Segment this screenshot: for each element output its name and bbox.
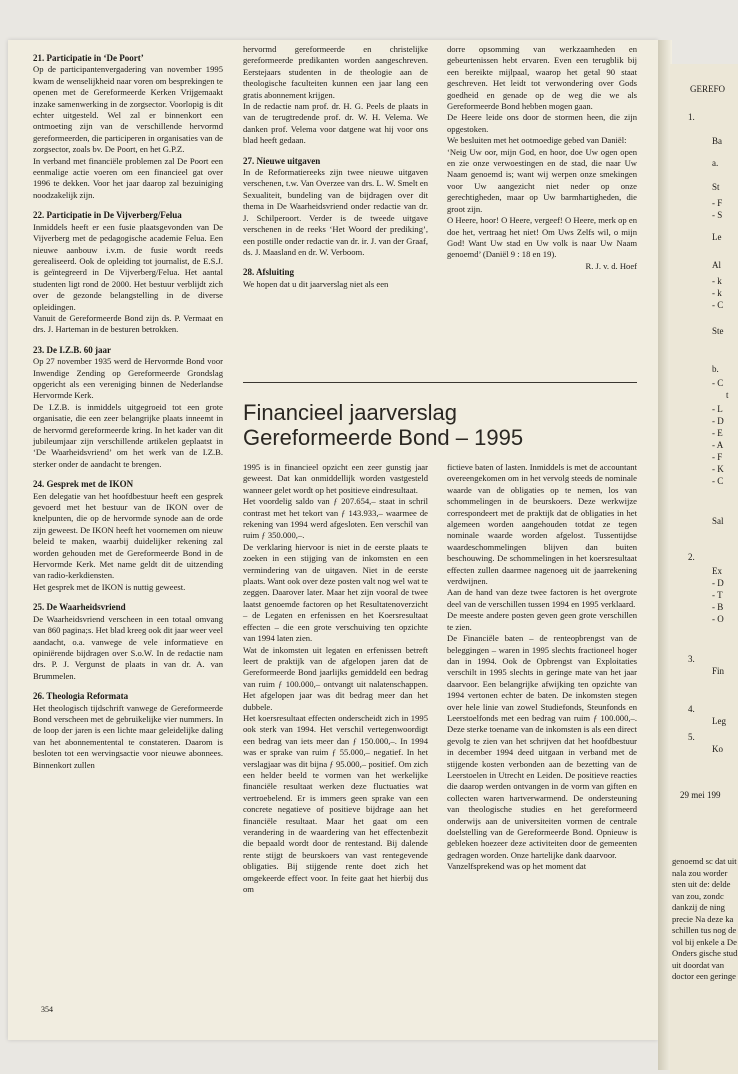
financial-column-2 <box>447 462 637 873</box>
right-page-fragment: - C <box>712 300 724 310</box>
paragraph: Het koersresultaat effecten onderscheidt zich in 1995 ook sterk van 1994. Het verschil vertegenwoordigt een bedrag van iets meer dan ƒ 150.000,–. In 1994 was er sprake van ruim ƒ 55.000,– negatief. In het verslagjaar was dit bijna ƒ 95.000,– positief. Om zich een helder beeld te vormen van het werkelijke financiële resultaat werken deze fluctuaties wat vertroebelend. Er is immers geen sprake van een concrete negatieve of positieve bijdrage aan het financiële resultaat. Maar het gaat om een verandering in de waardering van het effectenbezit die bepaald wordt door de rentestand. Bij dalende rente stijgt de beurskoers van vast rentegevende obligaties. Bij stijgende rente doet zich het omgekeerde effect voor. In feite gaat het hierbij dus om <box>243 712 428 895</box>
paragraph: Een delegatie van het hoofdbestuur heeft een gesprek gevoerd met het bestuur van de IKON over de knelpunten, die op de hervormde synode aan de orde zijn geweest. De IKON heeft het voornemen om nieuw beleid te maken, waarbij duidelijker rekening zal worden gehouden met de Gereformeerde Bond in de Hervormde Kerk. Met name geldt dit de uitzending van radio-kerkdiensten. <box>33 490 223 581</box>
right-page-fragment: - C <box>712 378 724 388</box>
signature: R. J. v. d. Hoef <box>585 260 637 271</box>
paragraph: Op de participantenvergadering van november 1995 kwam de wenselijkheid naar voren om besprekingen te openen met de Gereformeerde Kerken Vrijgemaakt inzake samenwerking in de zorgsector. Voorlopig is dit echter uitgesteld. Wel zal er binnenkort een ontmoeting zijn van de verschillende hervormd gereformeerden, die participeren in organisaties van de zorgsector, zoals bv. De Poort, en het G.P.Z. <box>33 64 223 155</box>
section-heading: 28. Afsluiting <box>243 267 295 278</box>
paragraph: Inmiddels heeft er een fusie plaatsgevonden van De Vijverberg met de pedagogische academie Felua. Een nieuwe aanbouw i.v.m. de fusie wordt reeds gerealiseerd. Ook de opleiding tot journalist, de E.S.J. is geïntegreerd in De Vijverberg/Felua. Het aantal studenten ligt rond de 2000. Het bestuur verblijdt zich over de gezonde belangstelling in de diverse opleidingen. <box>33 221 223 312</box>
right-page-text: genoemd sc dat uit nala zou worder sten uit de: delde van zou, zondc dankzij de ning precie Na deze ka schillen tus nog de vol bij enkele a De Onders gische stud uit doordat van doctor een geringe <box>672 856 738 981</box>
right-page-fragment: - D <box>712 578 724 588</box>
paragraph: Het voordelig saldo van ƒ 207.654,– staat in schril contrast met het tekort van ƒ 143.933,– waarmee de rekening van 1994 werd afgesloten. Een verschil van ruim ƒ 350.000,–. <box>243 496 428 541</box>
financial-report-title <box>243 400 637 450</box>
paragraph: Vanzelfsprekend was op het moment dat <box>447 861 587 872</box>
right-page-fragment: GEREFO <box>690 84 726 94</box>
paragraph: De Waarheidsvriend verscheen in een totaal omvang van 860 pagina;s. Het blad kreeg ook dit jaar weer veel aandacht, o.a. vanwege de vele informatieve en opiniërende bijdragen over S.o.W. In de redactie nam drs. P. J. Vergunst de plaats in van dr. A. van Brummelen. <box>33 613 223 681</box>
right-page-fragment: 5. <box>688 732 695 742</box>
paragraph: Vanuit de Gereformeerde Bond zijn ds. P. Vermaat en drs. J. Harteman in de besturen betrokken. <box>33 312 223 335</box>
paragraph: In de redactie nam prof. dr. H. G. Peels de plaats in van de terugtredende prof. dr. W. H. Velema. We danken prof. Velema voor datgene wat hij voor ons blad heeft gedaan. <box>243 101 428 146</box>
right-page-fragment: 1. <box>688 112 695 122</box>
right-page-fragment: - S <box>712 210 723 220</box>
column-2 <box>243 44 428 290</box>
section-heading: 26. Theologia Reformata <box>33 691 129 702</box>
paragraph: We besluiten met het ootmoedige gebed van Daniël: <box>447 135 627 146</box>
paragraph: O Heere, hoor! O Heere, vergeef! O Heere, merk op en doe het, vertraag het niet! Om Uws Zelfs wil, o mijn God! Want Uw stad en Uw volk is naar Uw Naam genoemd’ (Daniël 9 : 18 en 19). <box>447 215 637 260</box>
right-page-fragment: - T <box>712 590 723 600</box>
right-page-fragment: Ex <box>712 566 722 576</box>
right-page-fragment: - E <box>712 428 723 438</box>
right-page-fragment: 2. <box>688 552 695 562</box>
paragraph: De Heere leide ons door de stormen heen, die zijn opgestoken. <box>447 112 637 134</box>
section-heading: 27. Nieuwe uitgaven <box>243 155 321 166</box>
section-heading: 24. Gesprek met de IKON <box>33 479 134 490</box>
right-page-fragment: Ste <box>712 326 724 336</box>
section-heading: 22. Participatie in De Vijverberg/Felua <box>33 210 182 221</box>
paragraph: Aan de hand van deze twee factoren is het overgrote deel van de verschillen tussen 1994 en 1995 verklaard. <box>447 587 637 609</box>
paragraph: ‘Neig Uw oor, mijn God, en hoor, doe Uw ogen open en zie onze verwoestingen en de stad, die naar Uw Naam genoemd is; want wij werpen onze smekingen voor Uw aangezicht niet neder op onze gerechtigheden, maar op Uw barmhartigheden, die groot zijn. <box>447 146 637 214</box>
right-page-fragment: Fin <box>712 666 725 676</box>
section-heading: 21. Participatie in ‘De Poort’ <box>33 53 144 63</box>
paragraph: Het theologisch tijdschrift vanwege de Gereformeerde Bond verscheen met de gebruikelijke vier nummers. In de loop der jaren is een lichte maar geleidelijke daling van het abonnementental te constateren. Daarom is besloten tot een wervingsactie voor nieuwe abonnees. Binnenkort zullen <box>33 702 223 770</box>
right-page-fragment: Ba <box>712 136 722 146</box>
paragraph: We hopen dat u dit jaarverslag niet als een <box>243 278 389 289</box>
column-1 <box>33 44 223 771</box>
right-page-fragment: 4. <box>688 704 695 714</box>
paragraph: In verband met financiële problemen zal De Poort een eenmalige actie voeren om een financieel gat over 1996 te dekken. Voor het jaar daarop zal bezuiniging noodzakelijk zijn. <box>33 155 223 200</box>
right-page-fragment: Ko <box>712 744 723 754</box>
paragraph: Op 27 november 1935 werd de Hervormde Bond voor Inwendige Zending op Gereformeerde Grondslag opgericht als een vereniging binnen de Nederlandse Hervormde Kerk. <box>33 356 223 401</box>
section-rule <box>243 382 637 383</box>
paragraph: De meeste andere posten geven geen grote verschillen te zien. <box>447 610 637 632</box>
right-page-fragment: 29 mei 199 <box>680 790 721 800</box>
title-line-2: Gereformeerde Bond – 1995 <box>243 425 524 450</box>
page-number: 354 <box>41 1005 53 1014</box>
right-page-fragment: Leg <box>712 716 726 726</box>
right-page-fragment: - C <box>712 476 724 486</box>
title-line-1: Financieel jaarverslag <box>243 400 457 425</box>
paragraph: 1995 is in financieel opzicht een zeer gunstig jaar geweest. Dat kan onmiddellijk worden vastgesteld wanneer gelet wordt op het positieve eindresultaat. <box>243 462 428 495</box>
right-page-fragment: t <box>726 390 729 400</box>
right-page-fragment: 3. <box>688 654 695 664</box>
paragraph: De verklaring hiervoor is niet in de eerste plaats te zoeken in een stijging van de inkomsten en een vermindering van de uitgaven. Niet in de eerste plaats. Want ook over deze posten valt nog wel wat te zeggen. Daarover later. Maar het zijn vooral de twee laatst genoemde factoren op het Resultatenoverzicht – de Legaten en erfenissen en het Koersresultaat effecten – die een grote verschuiving ten opzichte van 1994 laten zien. <box>243 541 428 644</box>
paragraph: dorre opsomming van werkzaamheden en gebeurtenissen hebt ervaren. Even een terugblik bij een bereikte mijlpaal, waarop het getal 90 staat geschreven. Het leidt tot verwondering over Gods goedheid en genade op de weg die we als Gereformeerde Bond hebben mogen gaan. <box>447 44 637 112</box>
right-page-fragment: St <box>712 182 720 192</box>
paragraph: De Financiële baten – de renteopbrengst van de beleggingen – waren in 1995 slechts fractioneel hoger dan in 1994. Ook de Opbrengst van Exploitaties verschilt in 1995 slechts in geringe mate van het jaar daarvoor. Een belangrijke afwijking ten opzichte van 1994 vertonen echter de baten. De inkomsten stegen over hele linie van zowel Studiefonds, Steunfonds en Leerstoelfonds met een bedrag van ruim ƒ 100.000,–. Deze sterke toename van de inkomsten is als een direct gevolg te zien van het schrijven dat het hoofdbestuur in december 1994 deed uitgaan in verband met de stijgende kosten verbonden aan de bezetting van de Leerstoelen in Utrecht en Leiden. De positieve reacties die daarop werden ontvangen in de vorm van giften en collecten waren hartverwarmend. De ondersteuning van theologische studies en het gereformeerd onderwijs aan de universiteiten vormen de centrale doelstelling van de Gereformeerde Bond. Opnieuw is gebleken hoezeer deze activiteiten door de gemeenten gedragen worden. Onze hartelijke dank daarvoor. <box>447 633 637 860</box>
financial-column-1 <box>243 462 428 895</box>
right-page-fragment: - K <box>712 464 724 474</box>
right-page-fragment: - D <box>712 416 724 426</box>
paragraph: hervormd gereformeerde en christelijke gereformeerde predikanten worden aangeschreven. Eerstejaars studenten in de theologie aan de theologische faculteiten kunnen een jaar lang een gratis abonnement krijgen. <box>243 44 428 100</box>
right-page-fragment: b. <box>712 364 719 374</box>
right-page <box>670 64 738 1074</box>
paragraph: Wat de inkomsten uit legaten en erfenissen betreft leert de praktijk van de afgelopen jaren dat de Gereformeerde Bond jaarlijks gemiddeld een bedrag van ruim ƒ 100.000,– ontvangt uit nalatenschappen. Het afgelopen jaar was dit bedrag meer dan het dubbele. <box>243 644 428 712</box>
right-page-fragment: - L <box>712 404 723 414</box>
right-page-fragment: - O <box>712 614 724 624</box>
paragraph: Het gesprek met de IKON is nuttig geweest. <box>33 581 186 592</box>
right-page-fragment: - k <box>712 276 722 286</box>
column-3 <box>447 44 637 272</box>
right-page-fragment: - A <box>712 440 724 450</box>
right-page-fragment: - B <box>712 602 724 612</box>
section-heading: 25. De Waarheidsvriend <box>33 602 126 613</box>
section-heading: 23. De I.Z.B. 60 jaar <box>33 344 111 355</box>
right-page-fragment: Le <box>712 232 722 242</box>
right-page-fragment: Al <box>712 260 721 270</box>
paragraph: De I.Z.B. is inmiddels uitgegroeid tot een grote organisatie, die een zeer belangrijke plaats inneemt in de hervormd gereformeerde kring. In het kader van dit jubileumjaar zijn verschillende artikelen geplaatst in ‘De Waarheidsvriend’ om het werk van de I.Z.B. sterker onder de aandacht te brengen. <box>33 401 223 469</box>
right-page-fragment: Sal <box>712 516 724 526</box>
right-page-fragment: a. <box>712 158 719 168</box>
right-page-fragment: - F <box>712 452 723 462</box>
paragraph: fictieve baten of lasten. Inmiddels is met de accountant overeengekomen om in het vervolg steeds de nominale waarde van de obligaties op te nemen, los van schommelingen in de beurskoers. Deze werkwijze correspondeert met de praktijk dat de obligaties in het algemeen worden aangehouden totdat ze tegen nominale waarde worden afgelost. Tussentijdse waardeschommelingen blijven dan buiten beschouwing. De schommelingen in het koersresultaat effecten zullen daarmee nagenoeg uit de jaarrekening verdwijnen. <box>447 462 637 587</box>
right-page-fragment: - k <box>712 288 722 298</box>
paragraph: In de Reformatiereeks zijn twee nieuwe uitgaven verschenen, t.w. Van Overzee van drs. L. W. Smelt en Sexualiteit, bundeling van de bijdragen over dit thema in De Waarheidsvriend onder redactie van dr. J. Schilperoort. Verder is de tweede uitgave verschenen in de reeks ‘Het Woord der prediking’, een postille onder redactie van dr. ir. J. van der Graaf, ds. J. Maasland en dr. W. Verboom. <box>243 167 428 257</box>
right-page-fragment: - F <box>712 198 723 208</box>
